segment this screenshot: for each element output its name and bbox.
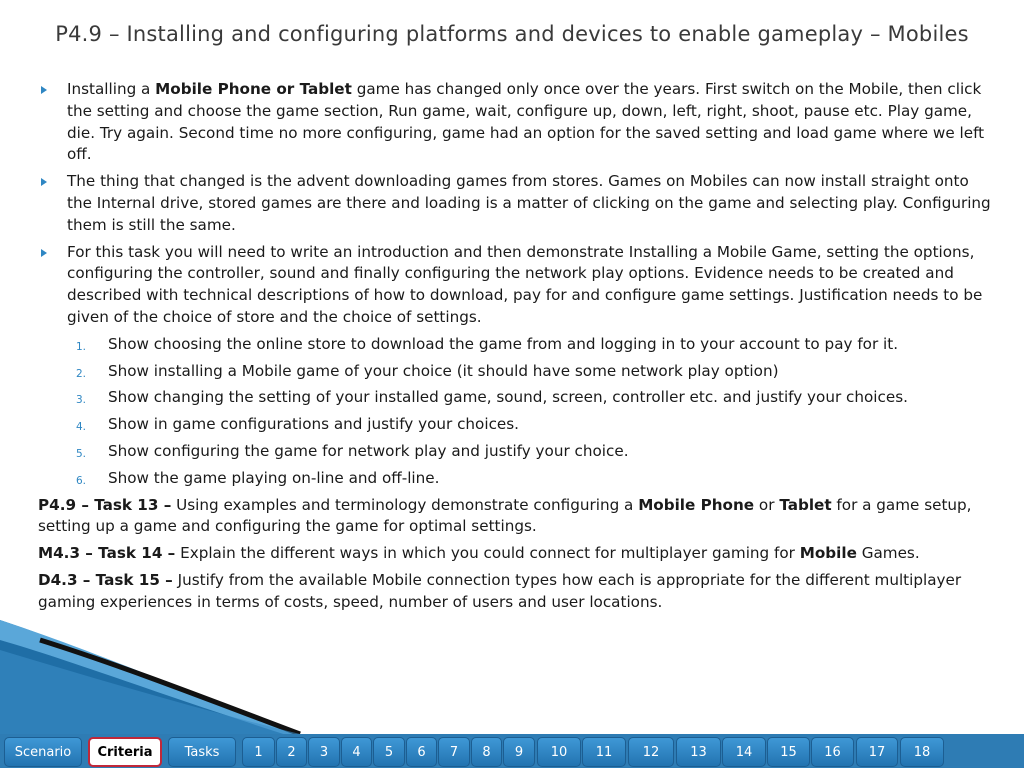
- bullet-text: Installing a: [67, 80, 156, 98]
- bullet-arrow-icon: [41, 178, 47, 186]
- page-button-10[interactable]: 10: [537, 737, 581, 767]
- item-text: Show installing a Mobile game of your choice (it should have some network play option): [108, 361, 779, 380]
- item-text: Show in game configurations and justify your choices.: [108, 415, 520, 434]
- numbered-item: [76, 441, 993, 463]
- bullet-item: [38, 79, 993, 166]
- page-button-3[interactable]: 3: [308, 737, 340, 767]
- numbered-item: [76, 387, 993, 409]
- page-button-14[interactable]: 14: [722, 737, 766, 767]
- item-number: 5.: [76, 447, 87, 460]
- item-number: 6.: [76, 474, 87, 487]
- task-label: P4.9 – Task 13 –: [38, 495, 172, 514]
- task-text: or: [754, 495, 780, 514]
- item-number: 3.: [76, 394, 87, 407]
- slide-title: P4.9 – Installing and configuring platforms and devices to enable gameplay – Mobiles: [55, 22, 969, 46]
- item-text: Show configuring the game for network play and justify your choice.: [108, 441, 629, 460]
- tab-tasks[interactable]: Tasks: [168, 737, 236, 767]
- task-bold-text: Mobile: [799, 544, 857, 563]
- bullet-arrow-icon: [41, 249, 47, 257]
- page-button-6[interactable]: 6: [406, 737, 437, 767]
- task-text: Justify from the available Mobile connection types how each is appropriate for the different multiplayer gaming experiences in terms of costs, speed, number of users and user locations.: [38, 570, 962, 611]
- page-button-4[interactable]: 4: [341, 737, 372, 767]
- item-text: Show choosing the online store to download the game from and logging in to your account to pay for it.: [108, 334, 899, 353]
- item-number: 4.: [76, 421, 87, 434]
- page-button-8[interactable]: 8: [471, 737, 502, 767]
- bullet-text: For this task you will need to write an introduction and then demonstrate Installing a Mobile Game, setting the options, configuring the controller, sound and finally configuring the network play options. Evidence needs to be created and described with technical descriptions of how to download, pay for and configure game settings. Justification needs to be given of the choice of store and the choice of settings.: [67, 242, 983, 326]
- bottom-navigation: [0, 734, 1024, 768]
- page-button-16[interactable]: 16: [811, 737, 854, 767]
- item-number: 2.: [76, 367, 87, 380]
- bullet-text: game has changed only once over the years. First switch on the Mobile, then click the setting and choose the game section, Run game, wait, configure up, down, left, right, shoot, pause etc. Play game, die. Try again. Second time no more configuring, game had an option for the saved setting and load game where we left off.: [67, 80, 985, 164]
- page-button-17[interactable]: 17: [856, 737, 898, 767]
- numbered-item: [76, 414, 993, 436]
- numbered-item: [76, 361, 993, 383]
- bullet-arrow-icon: [41, 86, 47, 94]
- slide-content: [38, 79, 993, 619]
- bullet-text: The thing that changed is the advent downloading games from stores. Games on Mobiles can now install straight onto the Internal drive, stored games are there and loading is a matter of clicking on the game and selecting play. Configuring them is still the same.: [67, 172, 991, 234]
- task-label: M4.3 – Task 14 –: [38, 544, 176, 563]
- bullet-item: [38, 171, 993, 236]
- page-button-12[interactable]: 12: [628, 737, 674, 767]
- page-button-2[interactable]: 2: [276, 737, 307, 767]
- task-paragraph: [38, 495, 993, 539]
- item-number: 1.: [76, 340, 87, 353]
- task-bold-text: Mobile Phone: [638, 495, 755, 514]
- task-text: Using examples and terminology demonstrate configuring a: [171, 495, 639, 514]
- task-paragraph: [38, 570, 993, 614]
- numbered-list: [38, 334, 993, 490]
- page-button-1[interactable]: 1: [242, 737, 275, 767]
- item-text: Show changing the setting of your installed game, sound, screen, controller etc. and justify your choices.: [108, 388, 908, 407]
- numbered-item: [76, 468, 993, 490]
- task-text: for a game setup, setting up a game and configuring the game for optimal settings.: [38, 495, 972, 536]
- bullet-bold-text: Mobile Phone or Tablet: [155, 80, 352, 98]
- page-button-5[interactable]: 5: [373, 737, 405, 767]
- page-button-7[interactable]: 7: [438, 737, 470, 767]
- page-button-15[interactable]: 15: [767, 737, 810, 767]
- task-bold-text: Tablet: [779, 495, 832, 514]
- tab-scenario[interactable]: Scenario: [4, 737, 82, 767]
- task-paragraph: [38, 543, 993, 565]
- item-text: Show the game playing on-line and off-line.: [108, 468, 440, 487]
- numbered-item: [76, 334, 993, 356]
- page-button-18[interactable]: 18: [900, 737, 944, 767]
- task-text: Explain the different ways in which you could connect for multiplayer gaming for: [175, 544, 800, 563]
- page-button-9[interactable]: 9: [503, 737, 535, 767]
- task-label: D4.3 – Task 15 –: [38, 570, 173, 589]
- page-button-13[interactable]: 13: [676, 737, 721, 767]
- task-text: Games.: [856, 544, 920, 563]
- tab-criteria[interactable]: Criteria: [88, 737, 162, 767]
- bullet-item: [38, 242, 993, 329]
- page-button-11[interactable]: 11: [582, 737, 626, 767]
